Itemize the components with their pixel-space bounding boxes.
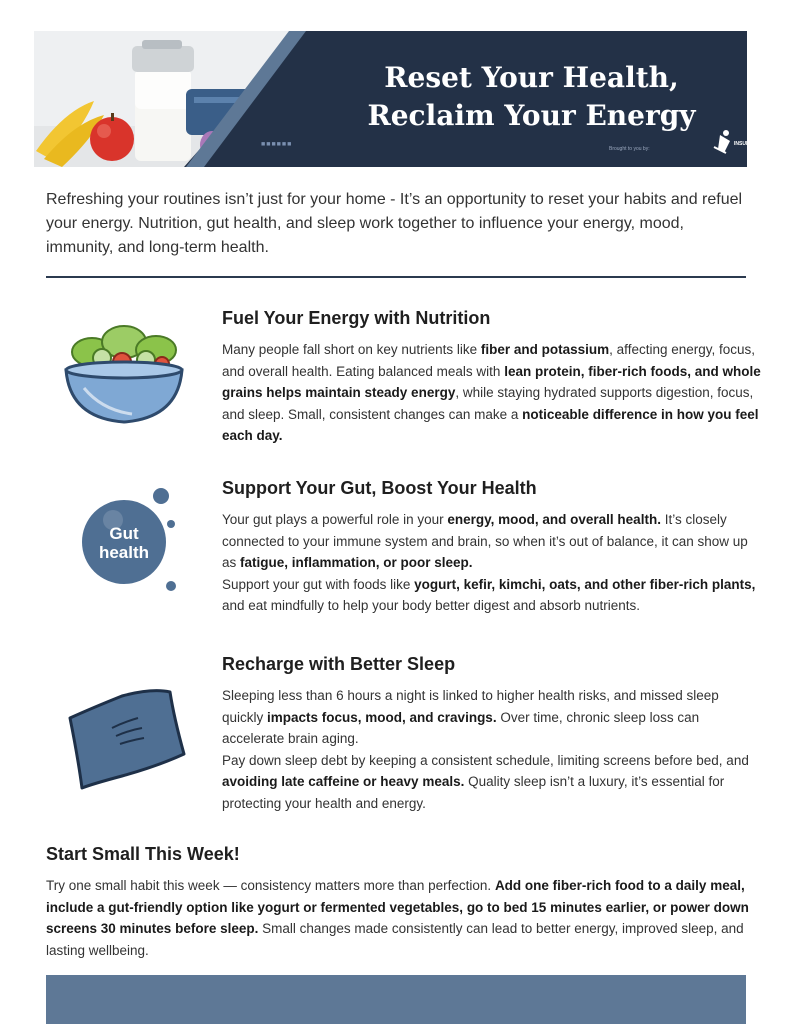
section-title: Support Your Gut, Boost Your Health [222,478,537,498]
gut-icon-text-2: health [98,543,150,562]
bold-text: avoiding late caffeine or heavy meals. [222,774,465,789]
company-logo-icon [674,129,732,155]
header-banner [34,31,764,167]
brought-by-label: Brought to you by: [609,146,650,152]
section-sleep [222,654,762,814]
text-run: Pay down sleep debt by keeping a consistent schedule, limiting screens before bed, and [222,752,749,768]
bold-text: fatigue, inflammation, or poor sleep. [240,555,473,570]
section-title: Recharge with Better Sleep [222,654,456,674]
text-run: Quality sleep isn’t a luxury, it’s essential for protecting your health and energy. [222,774,725,811]
section-body [222,685,762,814]
pillow-icon [62,688,192,788]
section-body [222,339,762,447]
text-run: Many people fall short on key nutrients like [222,342,481,357]
text-run: Try one small habit this week — consistency matters more than perfection. [46,878,495,893]
paragraph [222,339,762,447]
gut-health-icon [75,486,185,596]
section-body [222,509,762,617]
banner-photo [34,31,344,167]
bold-text: impacts focus, mood, and cravings. [267,709,497,725]
text-run: Your gut plays a powerful role in your [222,512,448,527]
bold-text: fiber and potassium [480,342,610,357]
salad-bowl-icon [62,318,186,426]
bold-text: lean protein, fiber-rich foods, and whole grains helps maintain steady energy [222,363,761,400]
page-title [324,59,739,135]
text-run: Over time, chronic sleep loss can accelerate brain aging. [222,709,700,746]
text-run: , while staying hydrated supports digestion, focus, and sleep. Small, consistent changes can make a [222,385,754,422]
bold-text: energy, mood, and overall health. [447,512,661,527]
text-run: , affecting energy, focus, and overall health. Eating balanced meals with [222,342,756,379]
text-run: and eat mindfully to help your body better digest and absorb nutrients. [222,598,641,613]
section-gut-health [222,478,762,617]
title-line-1: Reset Your Health, [384,61,679,94]
start-small-title: Start Small This Week! [46,844,240,864]
paragraph [222,574,762,617]
paragraph [222,685,762,750]
divider [46,276,746,278]
text-run: It’s closely connected to your immune system and brain, so when it’s out of balance, it can show up as [222,512,748,570]
paragraph [222,509,762,574]
intro-paragraph: Refreshing your routines isn’t just for your home - It’s an opportunity to reset your habits and refuel your energy. Nutrition, gut health, and sleep work together to influence your energy, mood, immunity, and long-term health. [46,191,743,256]
logo-wordmark: INSURANCE [734,141,764,147]
banner-dots: ■■■■■■ [261,141,293,148]
text-run: Sleeping less than 6 hours a night is linked to higher health risks, and missed sleep quickly [222,688,719,725]
bold-text: Add one fiber-rich food to a daily meal, include a gut-friendly option like yogurt or fermented vegetables, go to bed 15 minutes earlier, or power down screens 30 minutes before sleep. [46,878,749,936]
text-run: Small changes made consistently can lead to better energy, improved sleep, and lasting wellbeing. [46,921,744,958]
paragraph [222,750,762,815]
title-line-2: Reclaim Your Energy [367,99,696,132]
footer-bar [46,975,746,1024]
section-title: Fuel Your Energy with Nutrition [222,308,491,328]
text-run: Support your gut with foods like [222,576,415,592]
section-nutrition [222,308,762,447]
bold-text: yogurt, kefir, kimchi, oats, and other fiber-rich plants, [414,576,756,592]
bold-text: noticeable difference in how you feel each day. [222,406,759,443]
section-start-small [46,844,756,961]
gut-icon-text-1: Gut [109,524,139,543]
start-small-body [46,875,756,961]
